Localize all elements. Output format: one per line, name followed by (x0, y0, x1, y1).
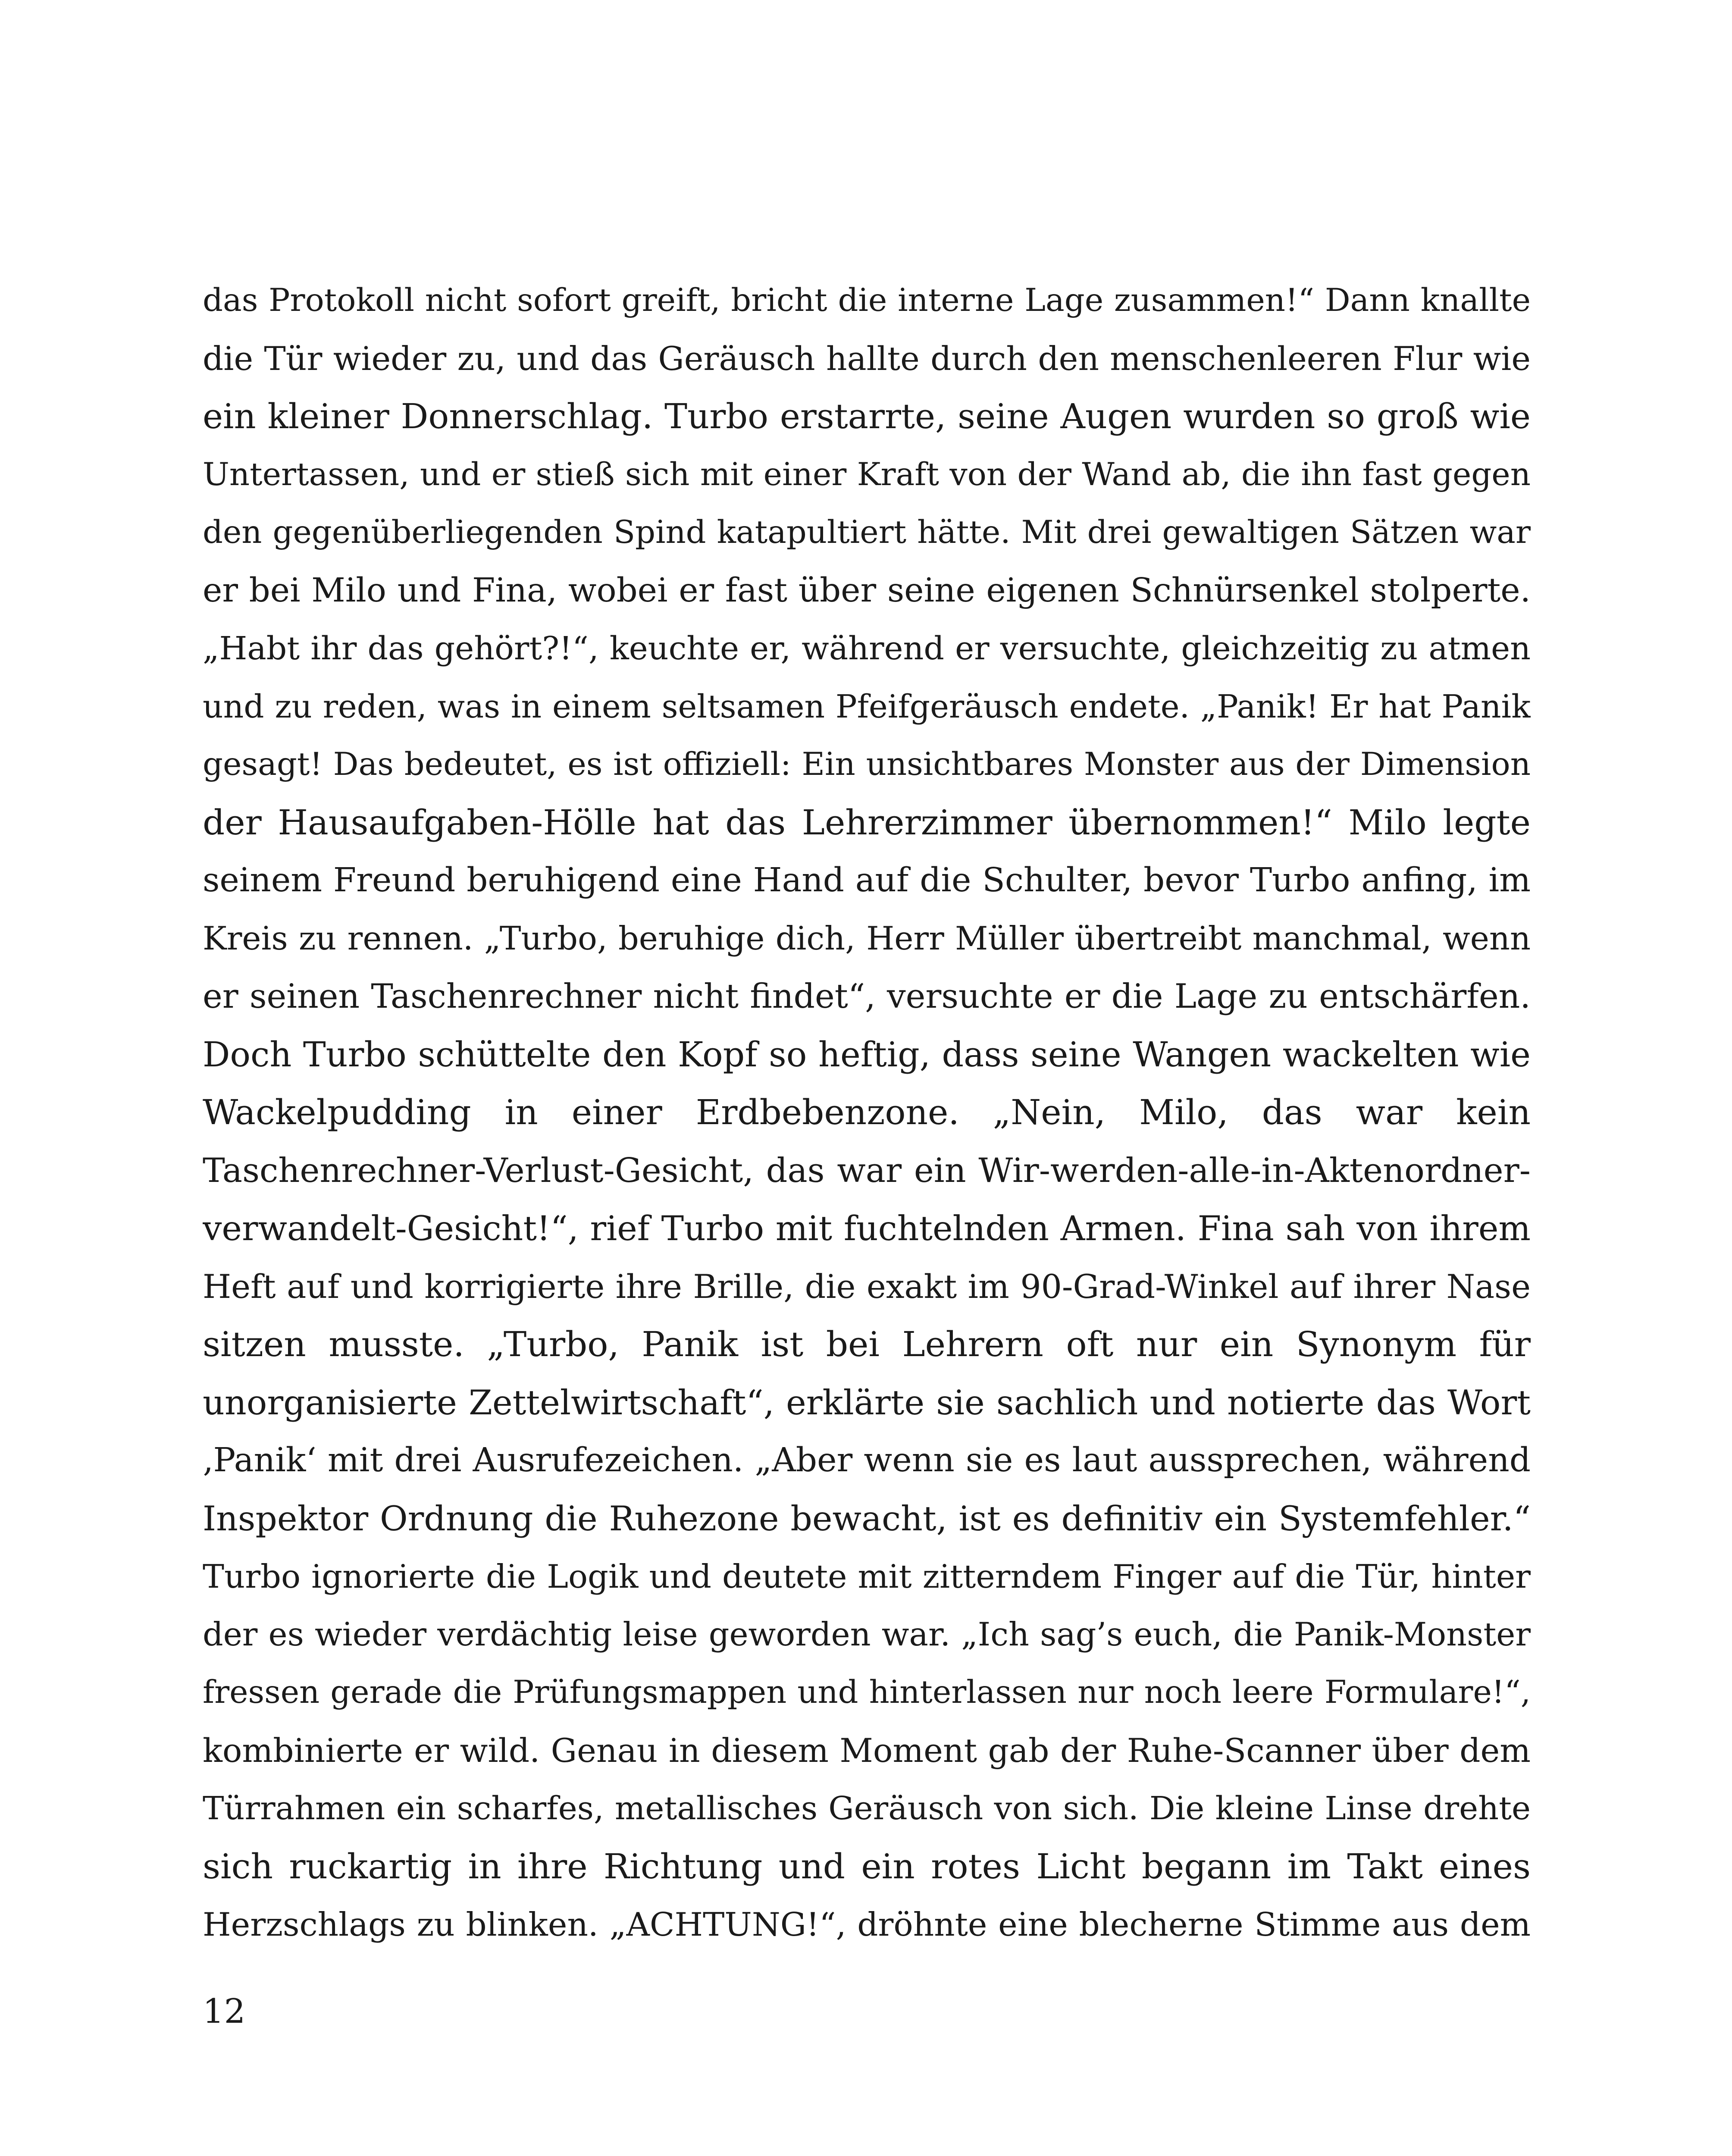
text-line: der es wieder verdächtig leise geworden war. „Ich sag’s euch, die Panik-Monster (203, 1615, 1531, 1653)
text-line: er bei Milo und Fina, wobei er fast über seine eigenen Schnürsenkel stolperte. (203, 571, 1531, 610)
text-line: der Hausaufgaben-Hölle hat das Lehrerzimmer übernommen!“ Milo legte (203, 802, 1531, 843)
text-line: Heft auf und korrigierte ihre Brille, die exakt im 90-Grad-Winkel auf ihrer Nase (203, 1267, 1531, 1306)
text-line: Herzschlags zu blinken. „ACHTUNG!“, dröhnte eine blecherne Stimme aus dem (203, 1905, 1531, 1943)
text-line: fressen gerade die Prüfungsmappen und hinterlassen nur noch leere Formulare!“, (203, 1674, 1531, 1711)
text-line: Türrahmen ein scharfes, metallisches Geräusch von sich. Die kleine Linse drehte (203, 1789, 1531, 1827)
text-line: den gegenüberliegenden Spind katapultiert hätte. Mit drei gewaltigen Sätzen war (203, 514, 1531, 551)
text-line: und zu reden, was in einem seltsamen Pfeifgeräusch endete. „Panik! Er hat Panik (203, 688, 1531, 725)
text-line: ‚Panik‘ mit drei Ausrufezeichen. „Aber wenn sie es laut aussprechen, während (203, 1441, 1531, 1479)
text-line: das Protokoll nicht sofort greift, bricht die interne Lage zusammen!“ Dann knallte (203, 282, 1531, 319)
text-line: Inspektor Ordnung die Ruhezone bewacht, ist es definitiv ein Systemfehler.“ (203, 1498, 1531, 1539)
text-line: die Tür wieder zu, und das Geräusch hallte durch den menschenleeren Flur wie (203, 339, 1531, 378)
text-line: verwandelt-Gesicht!“, rief Turbo mit fuchtelnden Armen. Fina sah von ihrem (203, 1209, 1531, 1248)
text-line: „Habt ihr das gehört?!“, keuchte er, während er versuchte, gleichzeitig zu atmen (203, 630, 1531, 667)
text-line: unorganisierte Zettelwirtschaft“, erklärte sie sachlich und notierte das Wort (203, 1382, 1531, 1423)
text-line: Wackelpudding in einer Erdbebenzone. „Nein, Milo, das war kein (203, 1092, 1531, 1132)
text-line: Untertassen, und er stieß sich mit einer Kraft von der Wand ab, die ihn fast gegen (203, 456, 1531, 493)
text-line: sich ruckartig in ihre Richtung und ein rotes Licht begann im Takt eines (203, 1846, 1531, 1887)
text-line: Kreis zu rennen. „Turbo, beruhige dich, Herr Müller übertreibt manchmal, wenn (203, 919, 1531, 957)
text-line: Doch Turbo schüttelte den Kopf so heftig, dass seine Wangen wackelten wie (203, 1034, 1531, 1075)
text-line: Turbo ignorierte die Logik und deutete mit zitterndem Finger auf die Tür, hinter (203, 1557, 1531, 1595)
page-number: 12 (203, 1992, 246, 2031)
body-text (203, 272, 1531, 1954)
text-line: sitzen musste. „Turbo, Panik ist bei Lehrern oft nur ein Synonym für (203, 1324, 1531, 1364)
text-line: ein kleiner Donnerschlag. Turbo erstarrte, seine Augen wurden so groß wie (203, 396, 1531, 436)
text-line: kombinierte er wild. Genau in diesem Moment gab der Ruhe-Scanner über dem (203, 1731, 1531, 1770)
text-line: gesagt! Das bedeutet, es ist offiziell: Ein unsichtbares Monster aus der Dimension (203, 746, 1531, 783)
text-line: seinem Freund beruhigend eine Hand auf die Schulter, bevor Turbo anfing, im (203, 861, 1531, 899)
text-line: Taschenrechner-Verlust-Gesicht, das war ein Wir-werden-alle-in-Aktenordner- (203, 1151, 1531, 1190)
text-line: er seinen Taschenrechner nicht findet“, versuchte er die Lage zu entschärfen. (203, 977, 1531, 1016)
